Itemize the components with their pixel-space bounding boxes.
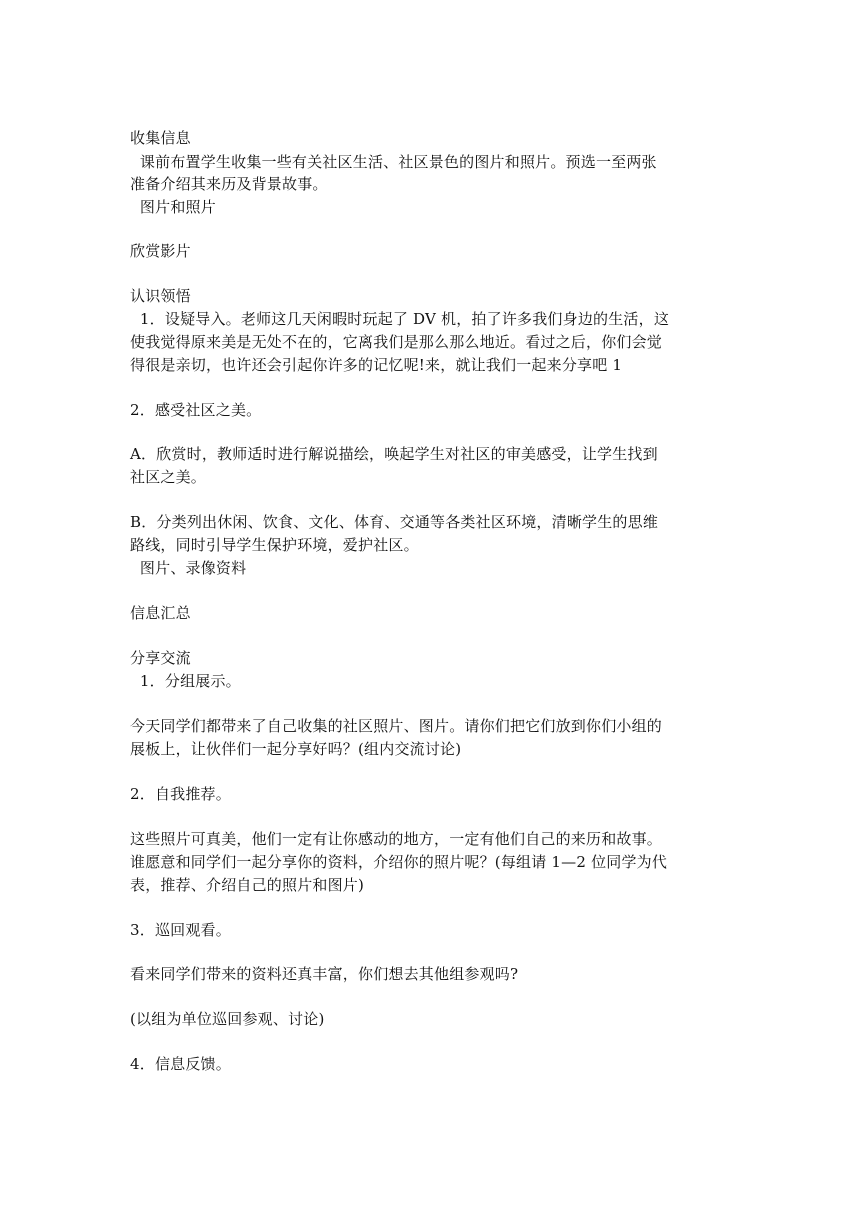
heading-collect-info: 收集信息 [130, 129, 191, 147]
step-heading: 3．巡回观看。 [130, 921, 231, 939]
step-heading: 2．自我推荐。 [130, 785, 231, 803]
text-line: 表，推荐、介绍自己的照片和图片) [130, 876, 365, 894]
step-heading: 1．分组展示。 [130, 672, 241, 690]
text-line: 路线，同时引导学生保护环境，爱护社区。 [130, 536, 419, 554]
step-heading: 4．信息反馈。 [130, 1055, 231, 1073]
text-line: 今天同学们都带来了自己收集的社区照片、图片。请你们把它们放到你们小组的 [130, 717, 663, 735]
text-line: 展板上，让伙伴们一起分享好吗？(组内交流讨论) [130, 740, 462, 758]
heading-understand: 认识领悟 [130, 287, 191, 305]
text-line: A．欣赏时，教师适时进行解说描绘，唤起学生对社区的审美感受，让学生找到 [130, 445, 658, 463]
heading-info-summary: 信息汇总 [130, 604, 191, 622]
resource-note: 图片、录像资料 [130, 559, 247, 577]
text-line: 得很是亲切，也许还会引起你许多的记忆呢!来，就让我们一起来分享吧 1 [130, 356, 623, 374]
text-line: 看来同学们带来的资料还真丰富，你们想去其他组参观吗? [130, 965, 519, 983]
heading-share: 分享交流 [130, 649, 191, 667]
text-line: B．分类列出休闲、饮食、文化、体育、交通等各类社区环境，清晰学生的思维 [130, 513, 659, 531]
resource-note: 图片和照片 [130, 198, 216, 216]
text-line: 使我觉得原来美是无处不在的，它离我们是那么那么地近。看过之后，你们会觉 [130, 333, 663, 351]
text-line: 这些照片可真美，他们一定有让你感动的地方，一定有他们自己的来历和故事。 [130, 830, 663, 848]
text-line: 谁愿意和同学们一起分享你的资料，介绍你的照片呢？(每组请 1—2 位同学为代 [130, 853, 668, 871]
text-line: 准备介绍其来历及背景故事。 [130, 175, 328, 193]
text-line: 1．设疑导入。老师这几天闲暇时玩起了 DV 机，拍了许多我们身边的生活，这 [130, 310, 670, 328]
step-heading: 2．感受社区之美。 [130, 401, 262, 419]
text-line: 课前布置学生收集一些有关社区生活、社区景色的图片和照片。预选一至两张 [130, 153, 657, 171]
text-line: 社区之美。 [130, 468, 207, 486]
text-line: (以组为单位巡回参观、讨论) [130, 1010, 325, 1028]
heading-watch-film: 欣赏影片 [130, 242, 191, 260]
